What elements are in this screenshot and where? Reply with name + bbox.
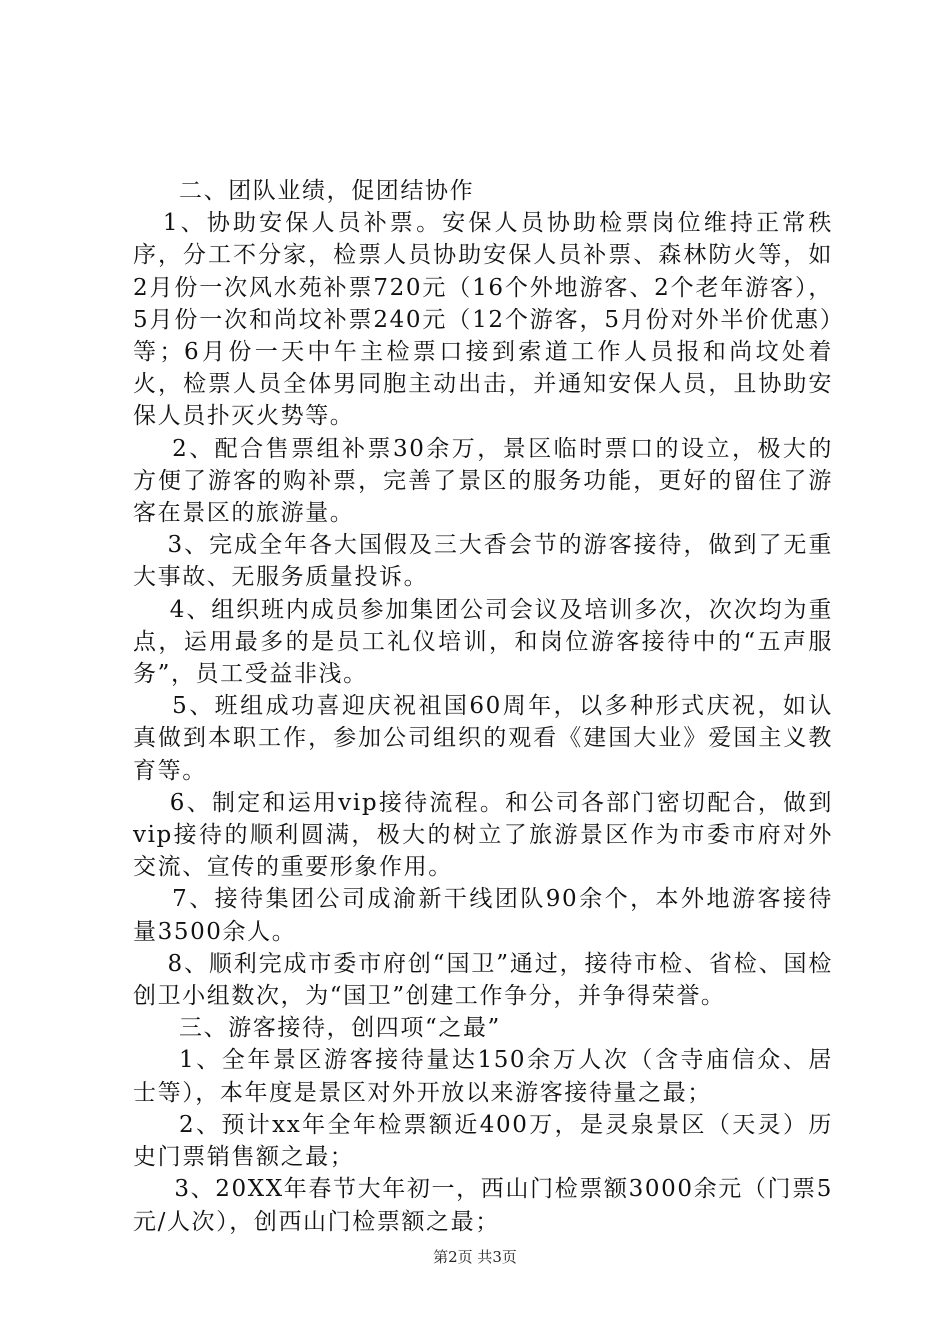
page-number-footer: 第2页 共3页 — [433, 1248, 517, 1266]
document-body — [133, 175, 833, 1238]
paragraph-record-3: 3、20XX年春节大年初一，西山门检票额3000余元（门票5元/人次），创西山门检票额之最； — [133, 1176, 833, 1235]
paragraph-item-7: 7、接待集团公司成渝新干线团队90余个，本外地游客接待量3500余人。 — [133, 886, 833, 945]
paragraph-item-2: 2、配合售票组补票30余万，景区临时票口的设立，极大的方便了游客的购补票，完善了景区的服务功能，更好的留住了游客在景区的旅游量。 — [133, 435, 833, 527]
section-heading-visitor-reception: 三、游客接待，创四项“之最” — [179, 1015, 501, 1042]
paragraph-item-4: 4、组织班内成员参加集团公司会议及培训多次，次次均为重点，运用最多的是员工礼仪培训，和岗位游客接待中的“五声服务”，员工受益非浅。 — [133, 596, 833, 688]
paragraph-item-1: 1、协助安保人员补票。安保人员协助检票岗位维持正常秩序，分工不分家，检票人员协助安保人员补票、森林防火等，如2月份一次风水苑补票720元（16个外地游客、2个老年游客），5月份一次和尚坟补票240元（12个游客，5月份对外半价优惠）等；6月份一天中午主检票口接到索道工作人员报和尚坟处着火，检票人员全体男同胞主动出击，并通知安保人员，且协助安保人员扑灭火势等。 — [133, 210, 833, 430]
section-heading-team-performance: 二、团队业绩，促团结协作 — [179, 178, 475, 204]
paragraph-item-8: 8、顺利完成市委市府创“国卫”通过，接待市检、省检、国检创卫小组数次，为“国卫”创建工作争分，并争得荣誉。 — [133, 950, 833, 1010]
paragraph-item-3: 3、完成全年各大国假及三大香会节的游客接待，做到了无重大事故、无服务质量投诉。 — [133, 532, 833, 591]
paragraph-item-6: 6、制定和运用vip接待流程。和公司各部门密切配合，做到vip接待的顺利圆满，极大的树立了旅游景区作为市委市府对外交流、宣传的重要形象作用。 — [133, 789, 833, 881]
paragraph-record-1: 1、全年景区游客接待量达150余万人次（含寺庙信众、居士等），本年度是景区对外开放以来游客接待量之最； — [133, 1047, 833, 1106]
paragraph-record-2: 2、预计xx年全年检票额近400万，是灵泉景区（天灵）历史门票销售额之最； — [133, 1111, 833, 1171]
paragraph-item-5: 5、班组成功喜迎庆祝祖国60周年，以多种形式庆祝，如认真做到本职工作，参加公司组织的观看《建国大业》爱国主义教育等。 — [133, 693, 833, 784]
